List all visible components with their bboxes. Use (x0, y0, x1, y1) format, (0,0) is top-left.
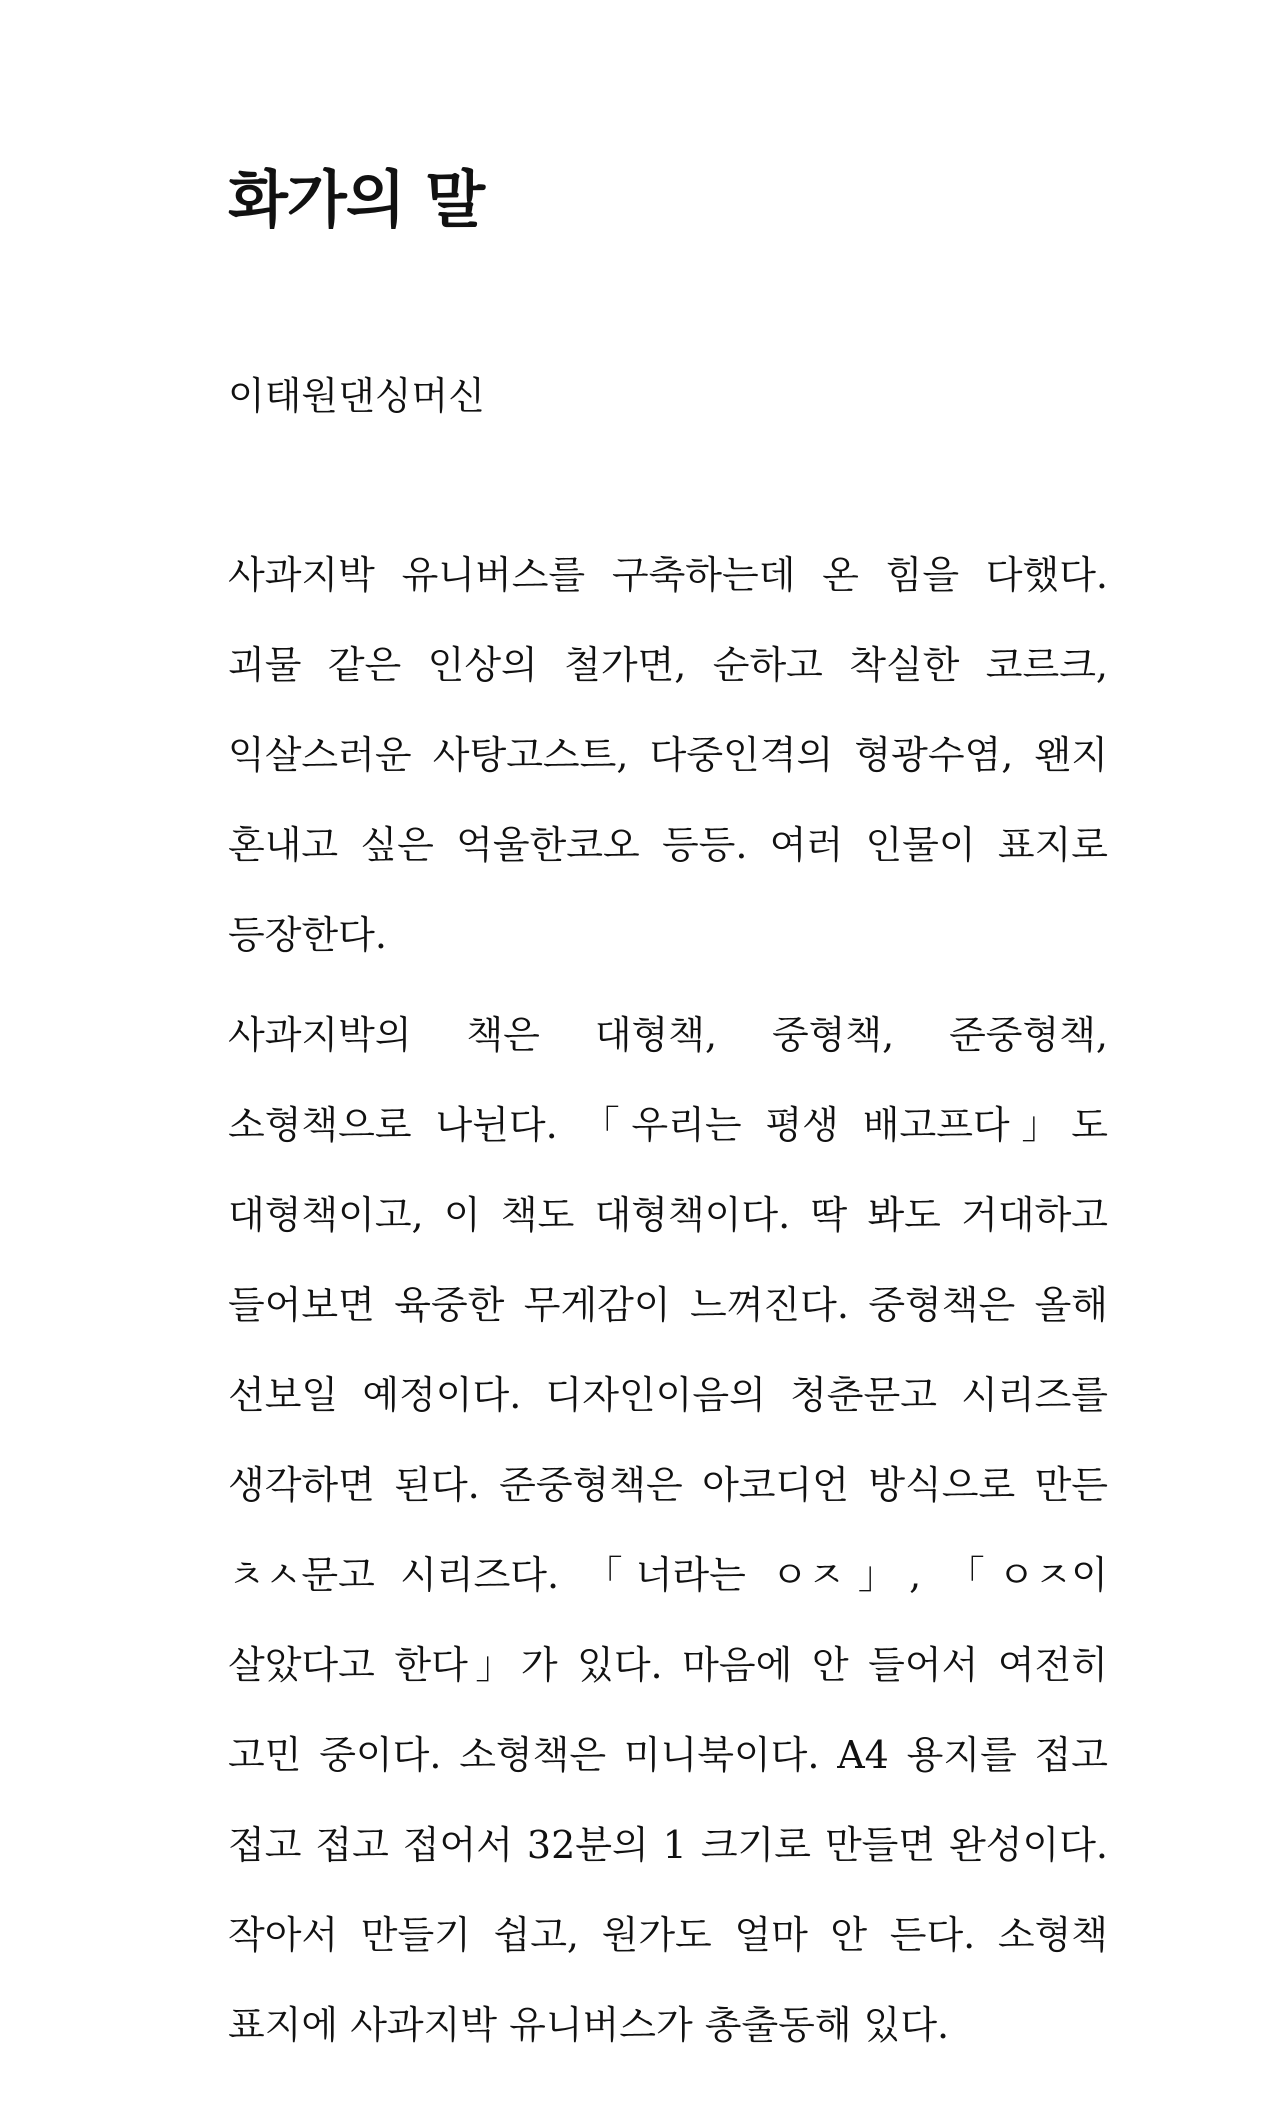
page-title: 화가의 말 (228, 163, 485, 236)
body-paragraph-2: 사과지박의 책은 대형책, 중형책, 준중형책, 소형책으로 나뉜다. 「우리는 평생 배고프다」도 대형책이고, 이 책도 대형책이다. 딱 봐도 거대하고 들어보면 육중한 무게감이 느껴진다. 중형책은 올해 선보일 예정이다. 디자인이음의 청춘문고 시리즈를 생각하면 된다. 준중형책은 아코디언 방식으로 만든 ㅊㅅ문고 시리즈다. 「너라는 ㅇㅈ」, 「ㅇㅈ이 살았다고 한다」가 있다. 마음에 안 들어서 여전히 고민 중이다. 소형책은 미니북이다. A4 용지를 접고 접고 접고 접어서 32분의 1 크기로 만들면 완성이다. 작아서 만들기 쉽고, 원가도 얼마 안 든다. 소형책 표지에 사과지박 유니버스가 총출동해 있다. (228, 1013, 1108, 2047)
author-name: 이태원댄싱머신 (228, 374, 485, 418)
body-paragraph-1: 사과지박 유니버스를 구축하는데 온 힘을 다했다. 괴물 같은 인상의 철가면, 순하고 착실한 코르크, 익살스러운 사탕고스트, 다중인격의 형광수염, 왠지 혼내고 싶은 억울한코오 등등. 여러 인물이 표지로 등장한다. (228, 553, 1108, 957)
